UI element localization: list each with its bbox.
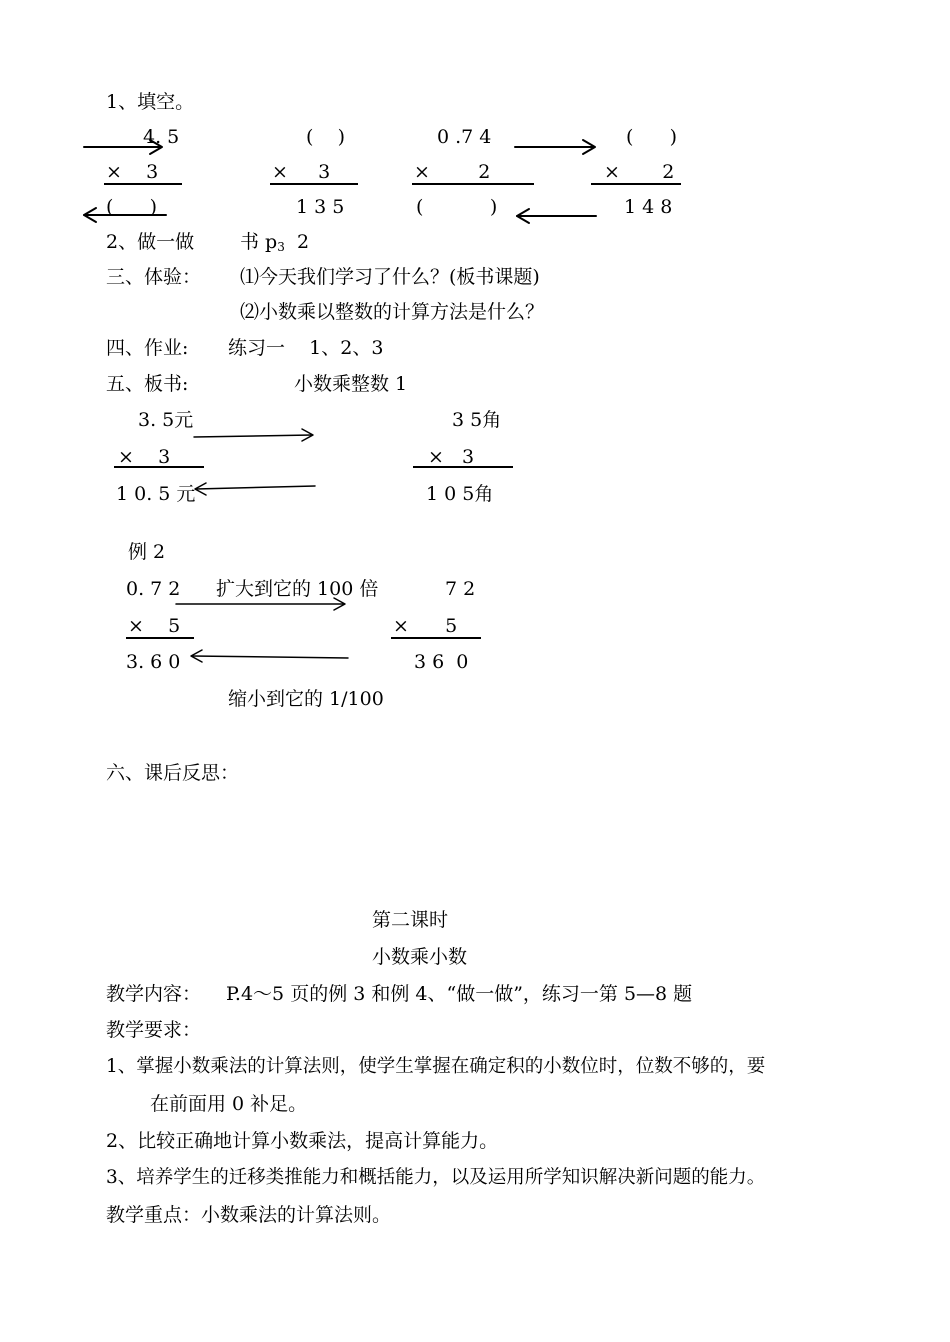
- arrow-right-icon: [84, 140, 162, 154]
- board-right-top: 3 5角: [452, 409, 502, 431]
- problem-4-multiplier: × 2: [604, 161, 675, 183]
- reflection-question-2: ⑵小数乘以整数的计算方法是什么？: [240, 301, 545, 323]
- reflection-question-1: ⑴今天我们学习了什么？(板书课题): [240, 266, 540, 288]
- teaching-focus: 教学重点：小数乘法的计算法则。: [106, 1204, 392, 1226]
- problem-4-answer: 1 4 8: [624, 196, 673, 218]
- example-2-left-result: 3. 6 0: [126, 651, 181, 673]
- board-left-top: 3. 5元: [138, 409, 194, 431]
- arrow-right-icon: [194, 429, 313, 441]
- problem-3-multiplier: × 2: [414, 161, 491, 183]
- section-4-label: 四、作业:: [106, 337, 189, 359]
- arrow-left-icon: [517, 209, 596, 223]
- problem-3-answer: ( ): [416, 196, 498, 218]
- example-2-right-multiplier: × 5: [393, 615, 458, 637]
- arrow-left-icon: [191, 650, 348, 662]
- problem-2-multiplier: × 3: [272, 161, 331, 183]
- arrow-left-icon: [195, 483, 315, 495]
- requirement-1-line-1: 1、掌握小数乘法的计算法则，使学生掌握在确定积的小数位时，位数不够的，要: [106, 1056, 766, 1077]
- requirement-2: 2、比较正确地计算小数乘法，提高计算能力。: [106, 1130, 499, 1152]
- teaching-requirements-label: 教学要求：: [106, 1019, 202, 1041]
- problem-2-answer: 1 3 5: [296, 196, 345, 218]
- example-2-right-result: 3 6 0: [414, 651, 469, 673]
- example-2-right-top: 7 2: [445, 578, 476, 600]
- section-3-label: 三、体验：: [106, 266, 202, 288]
- textbook-reference: 书 p3 2: [240, 231, 310, 254]
- example-2-enlarge-note: 扩大到它的 100 倍: [216, 578, 379, 600]
- teaching-content: P.4～5 页的例 3 和例 4、“做一做”，练习一第 5—8 题: [226, 983, 693, 1005]
- example-2-shrink-note: 缩小到它的 1/100: [228, 688, 384, 710]
- arrow-right-icon: [176, 598, 345, 610]
- section-2-label: 2、做一做: [106, 231, 195, 253]
- teaching-content-label: 教学内容：: [106, 983, 202, 1005]
- section-5-label: 五、板书:: [106, 373, 189, 395]
- problem-4-top: ( ): [626, 126, 678, 148]
- requirement-3: 3、培养学生的迁移类推能力和概括能力，以及运用所学知识解决新问题的能力。: [106, 1167, 766, 1188]
- problem-1-multiplier: × 3: [106, 161, 159, 183]
- board-right-result: 1 0 5角: [426, 483, 494, 505]
- arrow-right-icon: [515, 140, 595, 154]
- example-2-left-top: 0. 7 2: [126, 578, 181, 600]
- board-right-multiplier: × 3: [428, 446, 475, 468]
- lesson-2-title: 第二课时: [372, 909, 449, 931]
- problem-1-top: 4. 5: [143, 126, 180, 148]
- problem-3-top: 0 .7 4: [437, 126, 492, 148]
- board-left-multiplier: × 3: [118, 446, 171, 468]
- requirement-1-line-2: 在前面用 0 补足。: [150, 1093, 308, 1115]
- problem-1-answer: ( ): [106, 196, 158, 218]
- lesson-2-subtitle: 小数乘小数: [372, 946, 468, 968]
- homework-value: 练习一 1、2、3: [228, 337, 384, 359]
- board-title: 小数乘整数 1: [294, 373, 408, 395]
- example-2-left-multiplier: × 5: [128, 615, 181, 637]
- board-left-result: 1 0. 5 元: [116, 483, 196, 505]
- problem-2-top: ( ): [306, 126, 345, 148]
- section-6-label: 六、课后反思：: [106, 762, 240, 784]
- section-1-heading: 1、填空。: [106, 91, 195, 113]
- example-2-label: 例 2: [128, 541, 166, 563]
- arrow-left-icon: [84, 208, 166, 222]
